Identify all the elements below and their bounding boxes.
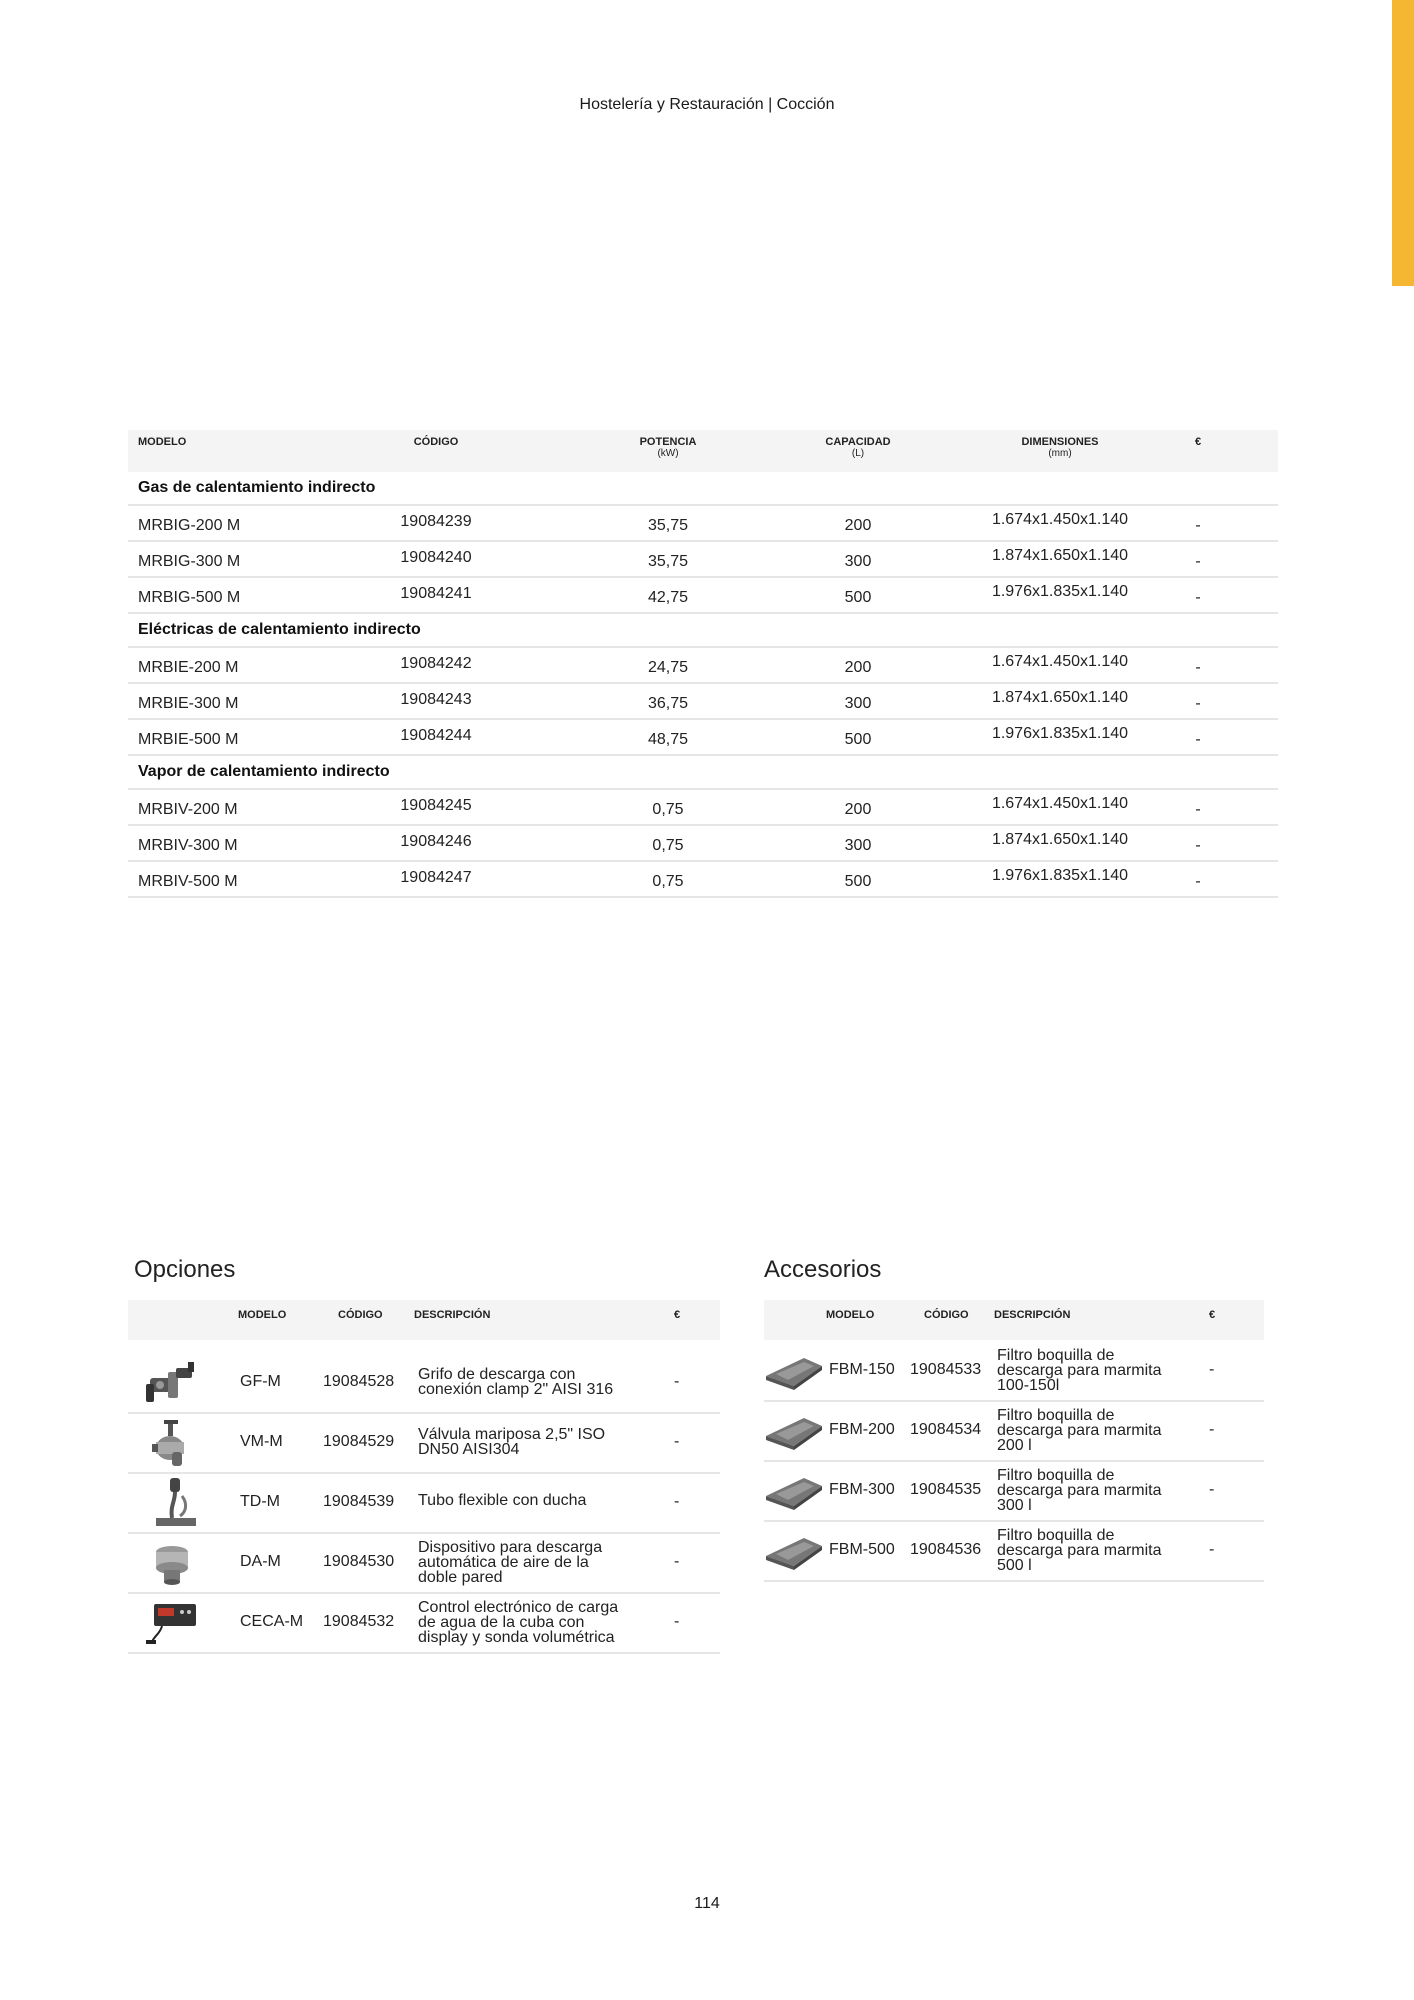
table-row	[128, 1354, 720, 1414]
accessories-table	[764, 1300, 1264, 1582]
cell-code: 19084529	[323, 1433, 395, 1450]
cell-capacity: 300	[844, 695, 872, 712]
cell-code: 19084240	[400, 549, 472, 566]
cell-power: 0,75	[652, 837, 684, 854]
col-capacity-unit: (L)	[851, 448, 865, 459]
cell-code: 19084243	[400, 691, 472, 708]
cell-capacity: 500	[844, 589, 872, 606]
section-side-tab	[1392, 0, 1414, 286]
cell-power: 24,75	[647, 659, 689, 676]
cell-code: 19084245	[400, 797, 472, 814]
cell-model: MRBIE-200 M	[138, 659, 239, 676]
cell-code: 19084528	[323, 1373, 395, 1390]
cell-model: TD-M	[240, 1493, 280, 1510]
col-description: DESCRIPCIÓN	[414, 1309, 491, 1321]
cell-price: -	[674, 1613, 680, 1630]
col-code: CÓDIGO	[924, 1309, 969, 1321]
cell-model: FBM-500	[829, 1541, 895, 1558]
table-row	[764, 1522, 1264, 1582]
cell-model: VM-M	[240, 1433, 283, 1450]
butterfly-valve-icon	[142, 1418, 202, 1468]
models-table-header	[128, 430, 1278, 472]
table-row	[128, 826, 1278, 862]
table-row	[764, 1462, 1264, 1522]
cell-model: GF-M	[240, 1373, 281, 1390]
cell-price: -	[1195, 659, 1201, 676]
col-code: CÓDIGO	[413, 436, 459, 448]
table-row	[128, 720, 1278, 756]
cell-description: Dispositivo para descarga automática de aire de la doble pared	[418, 1539, 603, 1586]
col-dimensions: DIMENSIONES (mm)	[990, 436, 1130, 460]
cell-model: FBM-200	[829, 1421, 895, 1438]
cell-description: Tubo flexible con ducha	[418, 1492, 587, 1509]
cell-dimensions: 1.674x1.450x1.140	[991, 795, 1129, 812]
cell-code: 19084533	[910, 1361, 982, 1378]
cell-description: Grifo de descarga con conexión clamp 2" AISI 316	[418, 1366, 614, 1398]
cell-price: -	[1209, 1541, 1215, 1558]
models-table	[128, 430, 1278, 898]
cell-model: CECA-M	[240, 1613, 304, 1630]
cell-code: 19084536	[910, 1541, 982, 1558]
cell-code: 19084247	[400, 869, 472, 886]
table-row	[128, 542, 1278, 578]
cell-description: Válvula mariposa 2,5" ISO DN50 AISI304	[418, 1426, 606, 1458]
cell-model: FBM-150	[829, 1361, 895, 1378]
control-display-icon	[142, 1598, 202, 1648]
cell-code: 19084534	[910, 1421, 982, 1438]
cell-price: -	[1195, 873, 1201, 890]
col-description: DESCRIPCIÓN	[994, 1309, 1071, 1321]
group-title: Gas de calentamiento indirecto	[128, 472, 1278, 506]
table-row	[764, 1342, 1264, 1402]
cell-code: 19084241	[400, 585, 472, 602]
col-price: €	[1209, 1309, 1216, 1321]
col-power-unit: (kW)	[657, 448, 679, 459]
cell-description: Filtro boquilla de descarga para marmita 300 l	[997, 1467, 1162, 1514]
cell-price: -	[1209, 1361, 1215, 1378]
cell-price: -	[1195, 837, 1201, 854]
cell-price: -	[1195, 517, 1201, 534]
cell-capacity: 500	[844, 731, 872, 748]
table-row	[128, 578, 1278, 614]
col-model: MODELO	[238, 1309, 287, 1321]
cell-code: 19084539	[323, 1493, 395, 1510]
cell-description: Filtro boquilla de descarga para marmita 500 l	[997, 1527, 1162, 1574]
cell-model: MRBIV-200 M	[138, 801, 238, 818]
spout-filter-icon	[764, 1346, 824, 1396]
col-model: MODELO	[138, 436, 187, 448]
cell-price: -	[1195, 731, 1201, 748]
cell-dimensions: 1.674x1.450x1.140	[991, 653, 1129, 670]
cell-dimensions: 1.874x1.650x1.140	[991, 547, 1129, 564]
cell-price: -	[674, 1373, 680, 1390]
cell-power: 35,75	[647, 553, 689, 570]
col-price: €	[674, 1309, 681, 1321]
cell-power: 36,75	[647, 695, 689, 712]
cell-code: 19084242	[400, 655, 472, 672]
cell-power: 42,75	[647, 589, 689, 606]
table-row	[764, 1402, 1264, 1462]
cell-power: 48,75	[647, 731, 689, 748]
cell-model: DA-M	[240, 1553, 281, 1570]
table-row	[128, 1414, 720, 1474]
cell-dimensions: 1.874x1.650x1.140	[991, 689, 1129, 706]
shower-hose-icon	[142, 1478, 202, 1528]
cell-dimensions: 1.976x1.835x1.140	[991, 725, 1129, 742]
accessories-title: Accesorios	[764, 1256, 882, 1283]
table-row	[128, 648, 1278, 684]
cell-price: -	[1195, 553, 1201, 570]
cell-model: FBM-300	[829, 1481, 895, 1498]
table-row	[128, 862, 1278, 898]
spout-filter-icon	[764, 1526, 824, 1576]
cell-price: -	[1209, 1421, 1215, 1438]
cell-dimensions: 1.976x1.835x1.140	[991, 583, 1129, 600]
cell-code: 19084244	[400, 727, 472, 744]
cell-model: MRBIE-500 M	[138, 731, 239, 748]
accessories-table-header	[764, 1300, 1264, 1340]
cell-capacity: 500	[844, 873, 872, 890]
table-row	[128, 1474, 720, 1534]
cell-capacity: 200	[844, 659, 872, 676]
cell-power: 35,75	[647, 517, 689, 534]
table-row	[128, 684, 1278, 720]
group-title: Eléctricas de calentamiento indirecto	[128, 614, 1278, 648]
cell-code: 19084532	[323, 1613, 395, 1630]
table-row	[128, 506, 1278, 542]
table-row	[128, 1594, 720, 1654]
cell-price: -	[1209, 1481, 1215, 1498]
cell-capacity: 200	[844, 801, 872, 818]
cell-capacity: 200	[844, 517, 872, 534]
options-table-header	[128, 1300, 720, 1340]
cell-capacity: 300	[844, 837, 872, 854]
cell-code: 19084239	[400, 513, 472, 530]
cell-dimensions: 1.976x1.835x1.140	[991, 867, 1129, 884]
air-release-valve-icon	[142, 1538, 202, 1588]
table-row	[128, 790, 1278, 826]
options-table	[128, 1300, 720, 1654]
table-row	[128, 1534, 720, 1594]
cell-model: MRBIV-500 M	[138, 873, 238, 890]
page-header: Hostelería y Restauración | Cocción	[579, 96, 835, 113]
cell-code: 19084246	[400, 833, 472, 850]
cell-price: -	[674, 1433, 680, 1450]
spout-filter-icon	[764, 1406, 824, 1456]
col-model: MODELO	[826, 1309, 875, 1321]
cell-model: MRBIV-300 M	[138, 837, 238, 854]
group-title: Vapor de calentamiento indirecto	[128, 756, 1278, 790]
cell-price: -	[1195, 589, 1201, 606]
cell-price: -	[1195, 695, 1201, 712]
cell-description: Filtro boquilla de descarga para marmita 100-150l	[997, 1347, 1162, 1394]
cell-model: MRBIG-300 M	[138, 553, 241, 570]
cell-model: MRBIE-300 M	[138, 695, 239, 712]
col-dimensions-unit: (mm)	[1048, 448, 1072, 459]
cell-dimensions: 1.674x1.450x1.140	[991, 511, 1129, 528]
page-number: 114	[694, 1895, 720, 1912]
cell-code: 19084530	[323, 1553, 395, 1570]
col-code: CÓDIGO	[338, 1309, 383, 1321]
spout-filter-icon	[764, 1466, 824, 1516]
cell-price: -	[1195, 801, 1201, 818]
col-price: €	[1194, 436, 1202, 448]
col-power: POTENCIA (kW)	[598, 436, 738, 460]
cell-model: MRBIG-200 M	[138, 517, 241, 534]
cell-price: -	[674, 1553, 680, 1570]
drain-tap-icon	[142, 1358, 202, 1408]
cell-price: -	[674, 1493, 680, 1510]
cell-dimensions: 1.874x1.650x1.140	[991, 831, 1129, 848]
col-capacity: CAPACIDAD (L)	[788, 436, 928, 460]
cell-power: 0,75	[652, 873, 684, 890]
cell-description: Control electrónico de carga de agua de la cuba con display y sonda volumétrica	[418, 1599, 619, 1646]
cell-model: MRBIG-500 M	[138, 589, 241, 606]
cell-code: 19084535	[910, 1481, 982, 1498]
cell-power: 0,75	[652, 801, 684, 818]
options-title: Opciones	[134, 1256, 236, 1283]
cell-description: Filtro boquilla de descarga para marmita 200 l	[997, 1407, 1162, 1454]
cell-capacity: 300	[844, 553, 872, 570]
